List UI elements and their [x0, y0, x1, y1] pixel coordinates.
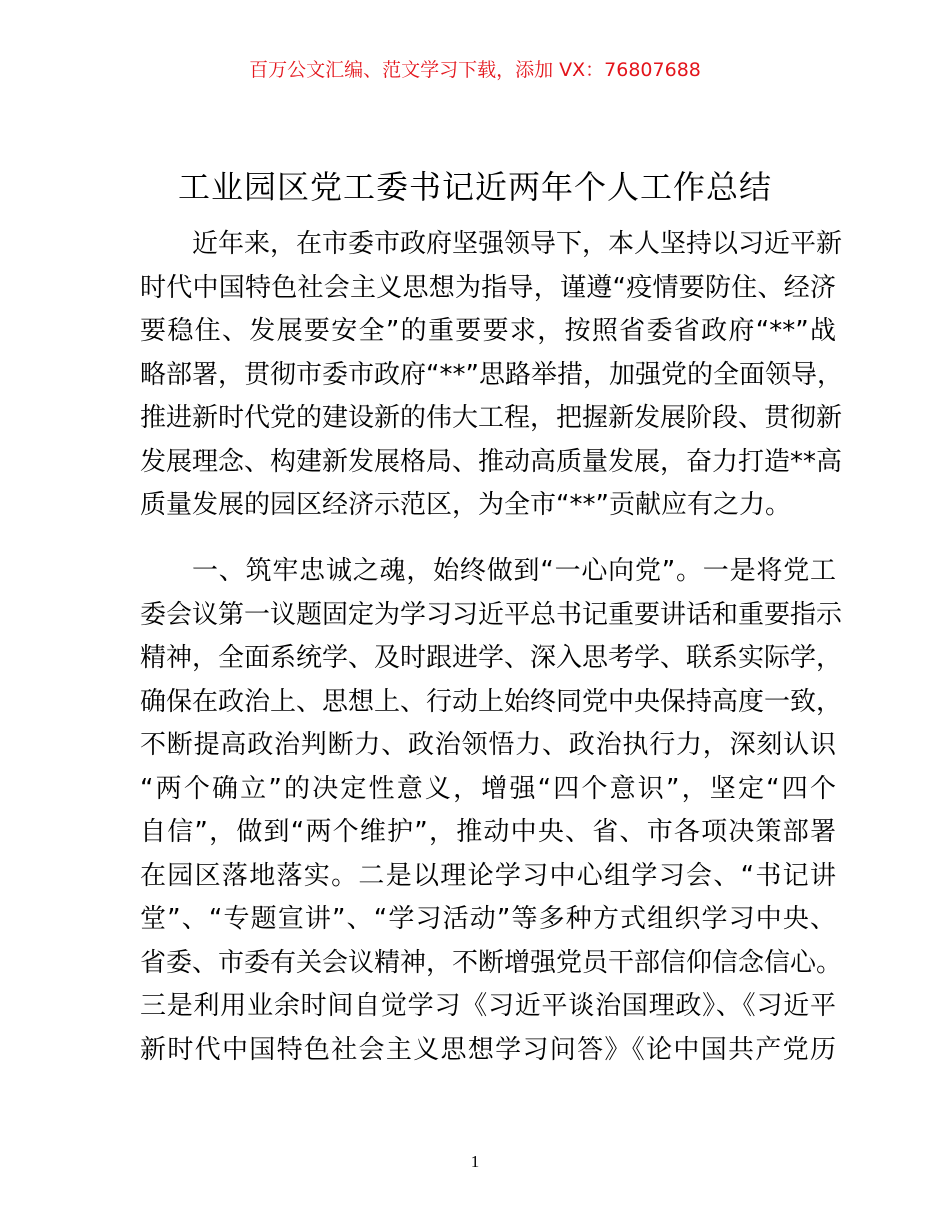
text-line: “两个确立”的决定性意义，增强“四个意识”，坚定“四个 [140, 773, 836, 804]
text-line: 新时代中国特色社会主义思想学习问答》《论中国共产党历 [140, 1034, 836, 1065]
text-line: 要稳住、发展要安全”的重要要求，按照省委省政府“**”战 [140, 316, 836, 346]
text-line: 精神，全面系统学、及时跟进学、深入思考学、联系实际学， [140, 643, 843, 673]
paragraph-section-1 [140, 550, 843, 1072]
text-line: 发展理念、构建新发展格局、推动高质量发展，奋力打造**高 [140, 446, 843, 477]
text-line: 三是利用业余时间自觉学习《习近平谈治国理政》、《习近平 [140, 991, 836, 1021]
text-line: 确保在政治上、思想上、行动上始终同党中央保持高度一致， [140, 686, 843, 717]
paragraph-intro [140, 223, 843, 528]
page-number: 1 [470, 1152, 480, 1171]
text-line: 略部署，贯彻市委市政府“**”思路举措，加强党的全面领导， [140, 359, 843, 390]
text-line: 推进新时代党的建设新的伟大工程，把握新发展阶段、贯彻新 [140, 403, 843, 433]
text-line: 质量发展的园区经济示范区，为全市“**”贡献应有之力。 [140, 490, 791, 520]
text-line: 自信”，做到“两个维护”，推动中央、省、市各项决策部署 [140, 817, 836, 847]
text-line: 在园区落地落实。二是以理论学习中心组学习会、“书记讲 [140, 860, 836, 891]
text-line: 委会议第一议题固定为学习习近平总书记重要讲话和重要指示 [140, 599, 843, 630]
text-line: 时代中国特色社会主义思想为指导，谨遵“疫情要防住、经济 [140, 272, 836, 303]
watermark-banner: 百万公文汇编、范文学习下载，添加 VX：76807688 [249, 59, 701, 81]
text-line: 一、筑牢忠诚之魂，始终做到“一心向党”。一是将党工 [192, 556, 836, 586]
document-title: 工业园区党工委书记近两年个人工作总结 [177, 168, 772, 206]
text-line: 不断提高政治判断力、政治领悟力、政治执行力，深刻认识 [140, 730, 836, 760]
text-line: 近年来，在市委市政府坚强领导下，本人坚持以习近平新 [192, 229, 843, 259]
text-line: 堂”、“专题宣讲”、“学习活动”等多种方式组织学习中央、 [140, 904, 836, 934]
text-line: 省委、市委有关会议精神，不断增强党员干部信仰信念信心。 [140, 947, 843, 978]
